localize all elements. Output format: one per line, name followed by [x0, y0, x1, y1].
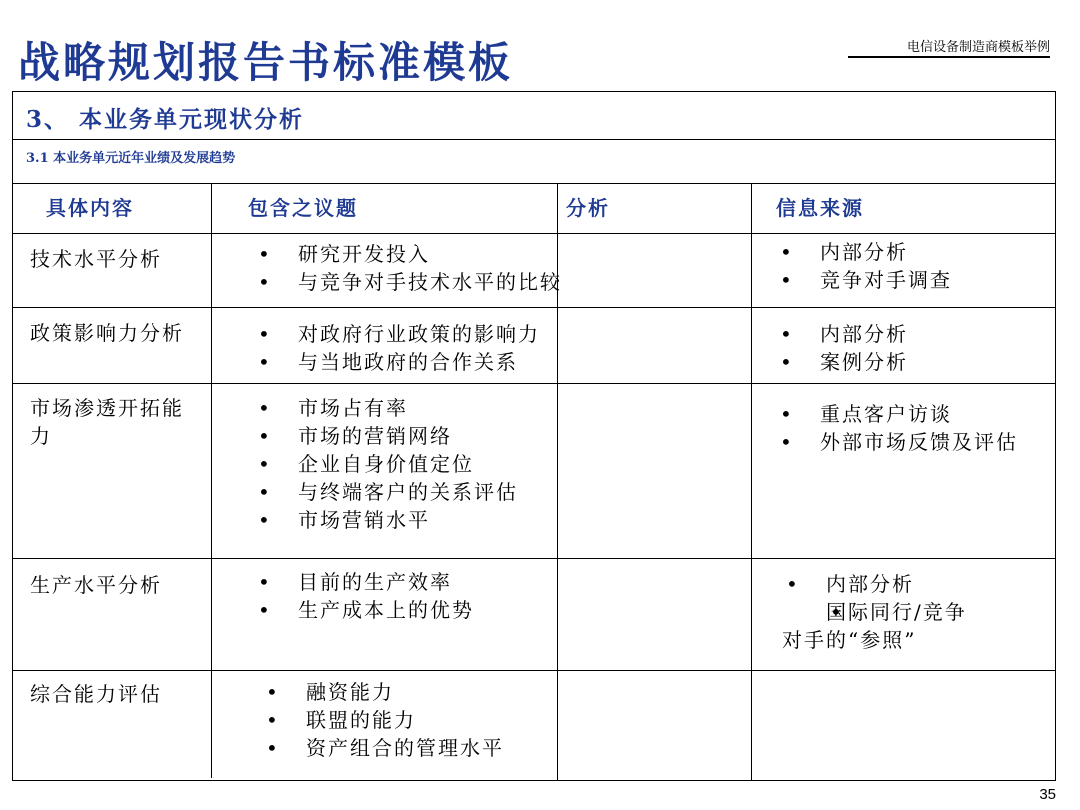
row-item-label: 生产水平分析: [30, 573, 162, 597]
list-item: [782, 598, 968, 654]
row-item-label: 市场渗透开拓能力: [30, 396, 184, 448]
list-item: • 外部市场反馈及评估: [776, 428, 1018, 456]
list-item: • 对政府行业政策的影响力: [254, 320, 540, 348]
row-item-label: 政策影响力分析: [30, 321, 184, 345]
list-item: • 内部分析: [776, 238, 952, 266]
template-tag: 电信设备制造商模板举例: [848, 36, 1050, 58]
row-sources-list: [776, 320, 908, 376]
column-header-item: 具体内容: [46, 196, 134, 220]
column-header-topics: 包含之议题: [248, 196, 358, 220]
divider: [12, 670, 1056, 671]
list-item: • 资产组合的管理水平: [262, 734, 504, 762]
list-item: • 企业自身价值定位: [254, 450, 518, 478]
row-sources-list: [776, 238, 952, 294]
row-item-label: 技术水平分析: [30, 247, 162, 271]
list-item: • 内部分析: [776, 320, 908, 348]
row-topics-list: [262, 678, 504, 762]
list-item: • 与当地政府的合作关系: [254, 348, 540, 376]
list-item: • 融资能力: [262, 678, 504, 706]
column-header-sources: 信息来源: [776, 196, 864, 220]
list-item: • 生产成本上的优势: [254, 596, 474, 624]
divider: [12, 233, 1056, 234]
list-item: • 重点客户访谈: [776, 400, 1018, 428]
list-item: • 与终端客户的关系评估: [254, 478, 518, 506]
page-title: 战略规划报告书标准模板: [18, 38, 514, 87]
row-topics-list: [254, 394, 518, 534]
row-item-label: 综合能力评估: [30, 682, 162, 706]
list-item: • 市场营销水平: [254, 506, 518, 534]
row-sources-list: [776, 400, 1018, 456]
section-subtitle: 3.1 本业务单元近年业绩及发展趋势: [26, 151, 236, 166]
row-topics-list: [254, 568, 474, 624]
divider: [12, 183, 1056, 184]
list-item: • 市场的营销网络: [254, 422, 518, 450]
divider: [12, 139, 1056, 140]
divider: [12, 307, 1056, 308]
list-item: • 内部分析: [782, 570, 968, 598]
list-item: • 目前的生产效率: [254, 568, 474, 596]
list-item: • 研究开发投入: [254, 240, 562, 268]
list-item: • 联盟的能力: [262, 706, 504, 734]
divider: [12, 383, 1056, 384]
section-title: 3、 本业务单元现状分析: [26, 106, 305, 133]
row-topics-list: [254, 320, 540, 376]
column-divider: [211, 183, 212, 778]
list-item: • 与竞争对手技术水平的比较: [254, 268, 562, 296]
page-number: 35: [1039, 786, 1056, 803]
row-sources-list: [782, 570, 968, 654]
list-item: • 市场占有率: [254, 394, 518, 422]
wrapped-source-text: 国际同行/竞争对手的“参照”: [782, 600, 967, 652]
list-item: • 案例分析: [776, 348, 908, 376]
column-divider: [751, 183, 752, 781]
divider: [12, 558, 1056, 559]
list-item: • 竞争对手调查: [776, 266, 952, 294]
row-topics-list: [254, 240, 562, 296]
column-header-analysis: 分析: [566, 196, 610, 220]
